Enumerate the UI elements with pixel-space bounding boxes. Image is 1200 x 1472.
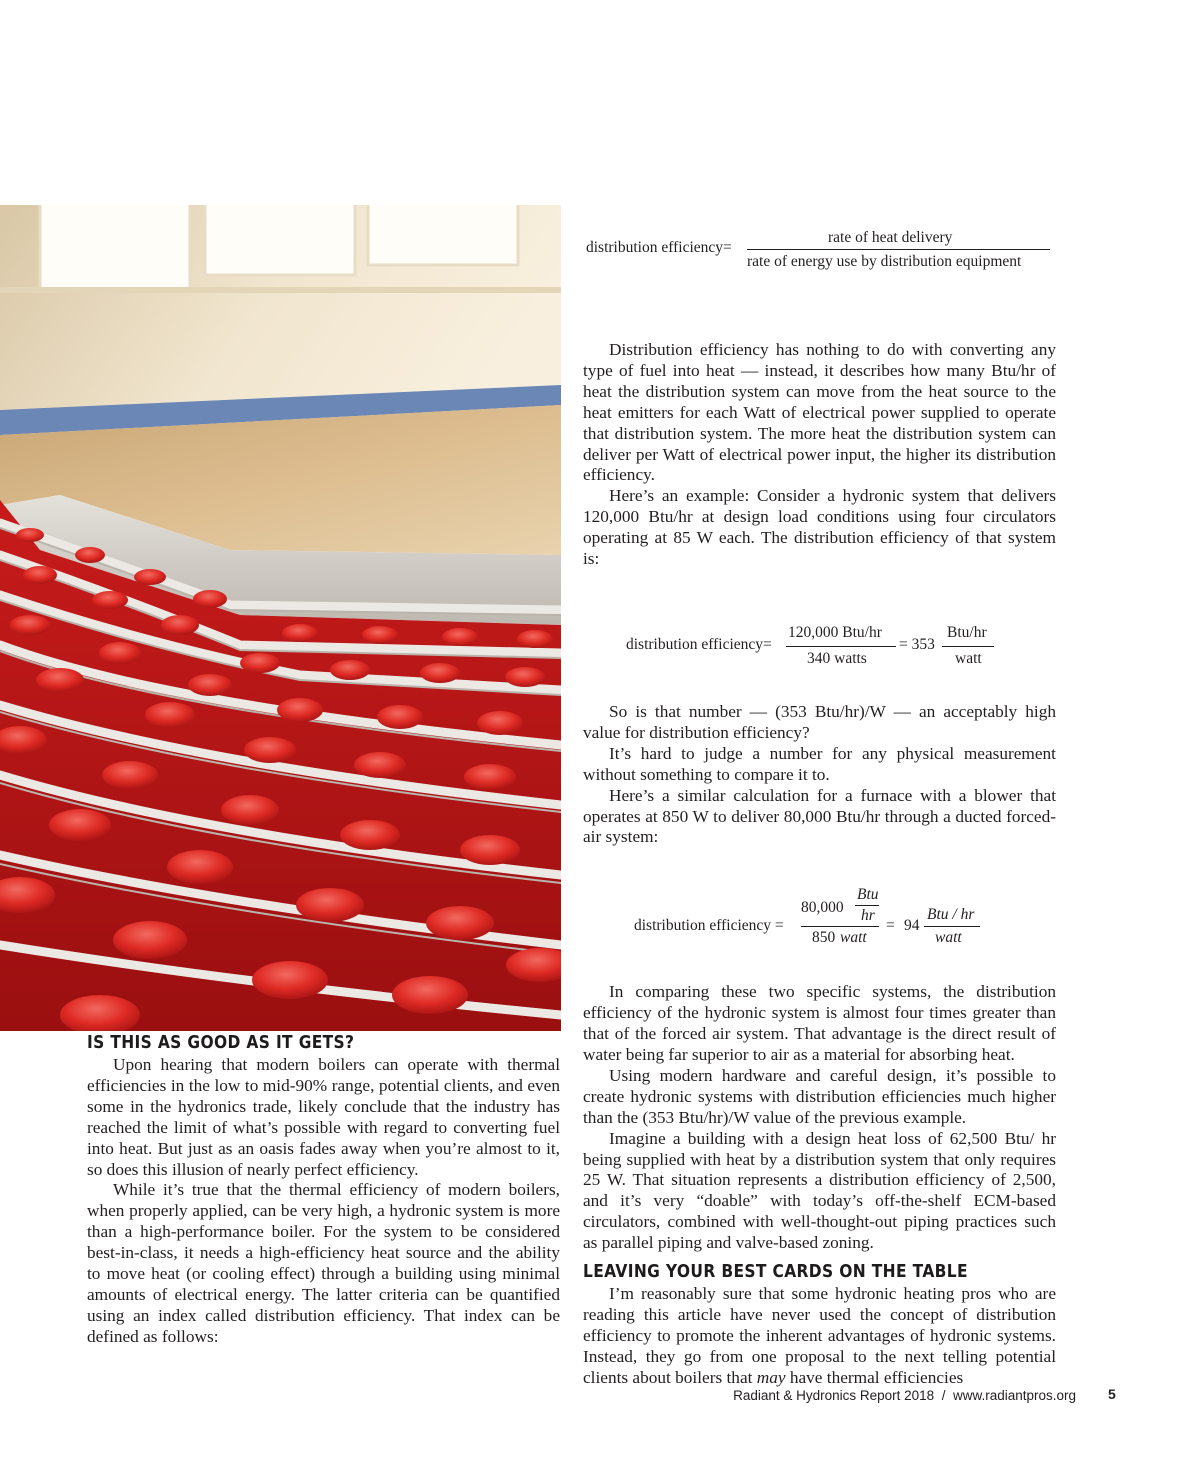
- equation-example-hydronic: [583, 594, 1056, 684]
- section-heading: LEAVING YOUR BEST CARDS ON THE TABLE: [583, 1261, 968, 1283]
- fraction-bar: [747, 249, 1050, 250]
- equation-definition: [583, 224, 1056, 274]
- equation-denominator-unit: watt: [840, 929, 867, 947]
- equation-lhs: distribution efficiency=: [626, 635, 772, 653]
- left-column: [87, 1031, 560, 1348]
- right-column: [583, 220, 1056, 1389]
- section-heading: IS THIS AS GOOD AS IT GETS?: [87, 1032, 355, 1053]
- equation-result-unit-bottom: watt: [935, 929, 962, 947]
- fraction-bar: [855, 905, 879, 906]
- equation-lhs: distribution efficiency=: [586, 239, 732, 256]
- footer-text: Radiant & Hydronics Report 2018 / www.radiantpros.org: [733, 1388, 1076, 1403]
- fraction-bar: [801, 926, 879, 927]
- equation-denominator: 340 watts: [807, 649, 867, 667]
- paragraph-text: have thermal efficiencies: [785, 1367, 964, 1387]
- equation-result: 94: [904, 917, 920, 935]
- equation-equals: =: [886, 917, 895, 935]
- equation-numerator: 120,000 Btu/hr: [788, 623, 882, 641]
- equation-result-unit-top: Btu / hr: [927, 906, 975, 924]
- page-number: 5: [1108, 1386, 1116, 1402]
- paragraph: It’s hard to judge a number for any physical measurement without something to compare it to.: [583, 743, 1056, 784]
- paragraph: While it’s true that the thermal efficiency of modern boilers, when properly applied, can be very high, a hydronic system is more than a high-performance boiler. For the system to be considered best-in-class, it needs a high-efficiency heat source and the ability to move heat (or cooling effect) through a building using minimal amounts of electrical energy. The latter criteria can be quantified using an index called distribution efficiency. That index can be defined as follows:: [87, 1180, 560, 1346]
- equation-unit-top: Btu/hr: [947, 623, 987, 641]
- equation-unit-bottom: watt: [955, 649, 982, 667]
- equation-numerator-value: 80,000: [801, 899, 844, 917]
- fraction-bar: [942, 646, 994, 647]
- paragraph: Here’s a similar calculation for a furnace with a blower that operates at 850 W to deliver 80,000 Btu/hr through a ducted forced-air system:: [583, 785, 1056, 847]
- paragraph-text: I’m reasonably sure that some hydronic heating pros who are reading this article have never used the concept of distribution efficiency to promote the inherent advantages of hydronic systems. Instead, they go from one proposal to the next telling potential clients about boilers that: [583, 1284, 1056, 1387]
- fraction-bar: [924, 926, 980, 927]
- equation-denominator-value: 850: [812, 929, 836, 947]
- radiant-floor-photo: [0, 205, 561, 1031]
- equation-numerator-unit-bottom: hr: [861, 907, 875, 925]
- fraction-bar: [786, 646, 896, 647]
- paragraph: So is that number — (353 Btu/hr)/W — an acceptably high value for distribution efficiency?: [583, 701, 1056, 742]
- paragraph: Imagine a building with a design heat loss of 62,500 Btu/ hr being supplied with heat by a distribution system that only requires 25 W. That situation represents a distribution efficiency of 2,500, and it’s very “doable” with today’s off-the-shelf ECM-based circulators, combined with well-thought-out piping practices such as parallel piping and valve-based zoning.: [583, 1128, 1056, 1253]
- equation-lhs: distribution efficiency =: [634, 917, 784, 935]
- equation-denominator: rate of energy use by distribution equipment: [747, 253, 1022, 270]
- equation-numerator-unit-top: Btu: [857, 886, 879, 904]
- paragraph: Using modern hardware and careful design, it’s possible to create hydronic systems with distribution efficiencies much higher than the (353 Btu/hr)/W value of the previous example.: [583, 1065, 1056, 1127]
- paragraph: Distribution efficiency has nothing to do with converting any type of fuel into heat — instead, it describes how many Btu/hr of heat the distribution system can move from the heat source to the heat emitters for each Watt of electrical power supplied to operate that distribution system. The more heat the distribution system can deliver per Watt of electrical power input, the higher its distribution efficiency.: [583, 340, 1056, 485]
- emphasis: may: [756, 1367, 786, 1387]
- equation-example-furnace: [583, 872, 1056, 964]
- paragraph: Upon hearing that modern boilers can operate with thermal efficiencies in the low to mid-90% range, potential clients, and even some in the hydronics trade, likely conclude that the industry has reached the limit of what’s possible with regard to converting fuel into heat. But just as an oasis fades away when you’re almost to it, so does this illusion of nearly perfect efficiency.: [87, 1055, 560, 1179]
- paragraph: In comparing these two specific systems, the distribution efficiency of the hydronic system is almost four times greater than that of the forced air system. That advantage is the direct result of water being far superior to air as a material for absorbing heat.: [583, 982, 1056, 1065]
- paragraph: Here’s an example: Consider a hydronic system that delivers 120,000 Btu/hr at design load conditions using four circulators operating at 85 W each. The distribution efficiency of that system is:: [583, 486, 1056, 569]
- paragraph: [583, 1284, 1056, 1389]
- equation-result: = 353: [899, 635, 935, 653]
- equation-numerator: rate of heat delivery: [828, 229, 953, 246]
